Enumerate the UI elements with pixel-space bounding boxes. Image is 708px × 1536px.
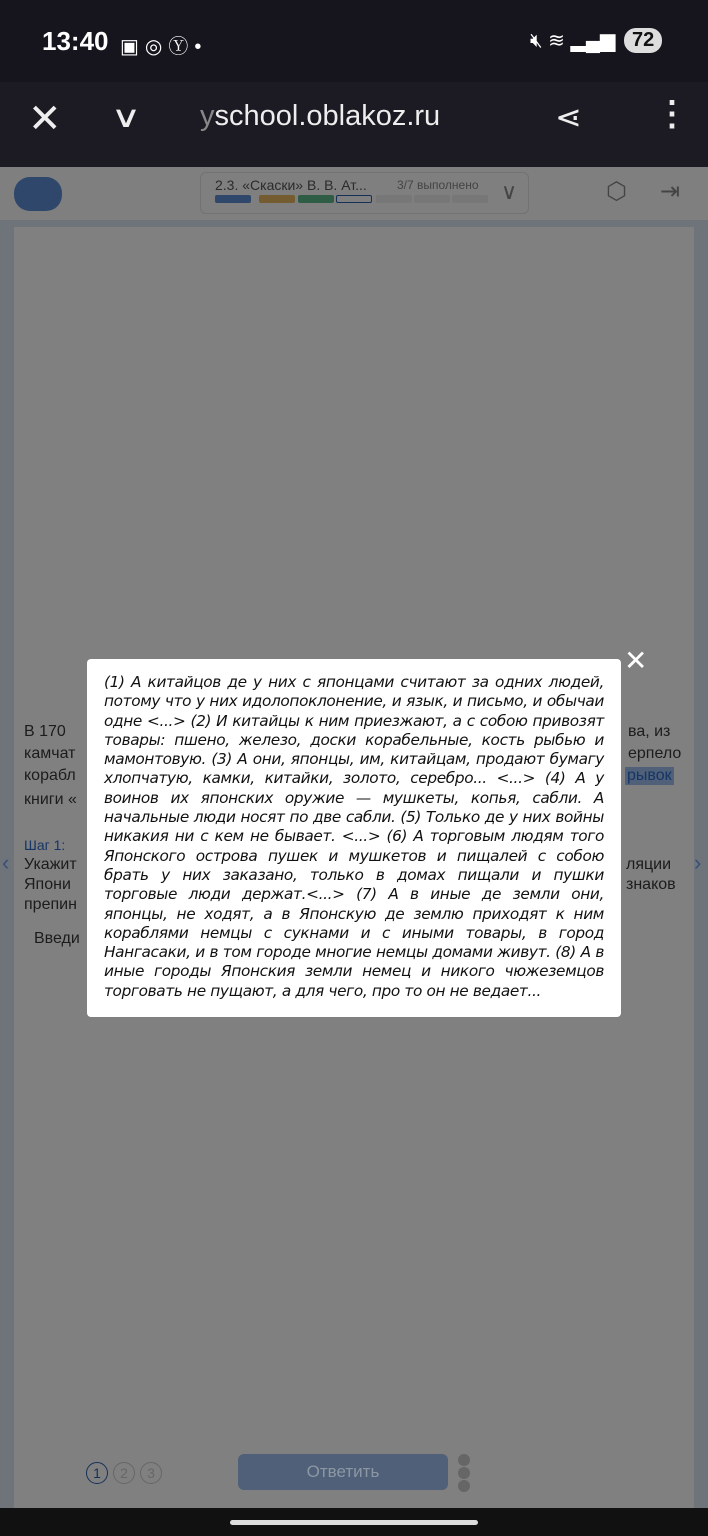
close-tab-icon[interactable]: ✕ (28, 97, 62, 141)
notification-icons: ▣◎Ⓨ• (120, 36, 208, 58)
task-text: В 170 (24, 723, 66, 740)
task-text: знаков (626, 876, 676, 893)
task-text: Укажит (24, 856, 77, 873)
task-selector[interactable] (200, 172, 529, 214)
home-handle[interactable] (230, 1520, 478, 1525)
url-prefix: y (200, 100, 215, 132)
progress-segment (215, 195, 251, 203)
chevron-down-icon[interactable]: ∨ (501, 179, 518, 204)
answer-input[interactable]: Введи (34, 930, 80, 947)
browser-toolbar (0, 82, 708, 167)
excerpt-text: (1) А китайцов де у них с японцами считают за одних людей, потому что у них идолопоклонение, и язык, и письмо, и обычаи одне <...> (2) И китайцы к ним приезжают, а с собою привозят товары: пшено, железо, доски корабельные, кость рыбью и мамонтовую. (3) А они, японцы, им, китайцам, продают бумагу хлопчатую, камки, китайки, золото, серебро... <...> (4) А у воинов их японских оружие — мушкеты, копья, сабли. А начальные люди носят по две сабли. (5) Только де у них войны никакия ни с кем не бывает. <...> (6) А торговым людям того Японского острова пушек и мушкетов и пищалей с собою брать у них заказано, только в домах пищали и пушки торговые люди держат.<...> (7) А в иные де земли они, японцы, не ходят, а в Японскую де землю приходят к ним кораблями немцы с сукнами и с иными товары, в город Нангасаки, и в том городе многие немцы домами живут. (8) А в иные городы Японския земли немец и никого чюжеземцов торговать не пущают, а для чего, про то он не ведает... (104, 673, 604, 1000)
progress-segment (452, 195, 488, 203)
task-text: книги « (24, 791, 77, 808)
progress-segment (336, 195, 372, 203)
url-field[interactable] (200, 100, 440, 133)
excerpt-modal (87, 659, 621, 1017)
exit-icon[interactable]: ⇥ (660, 178, 681, 205)
task-text: препин (24, 896, 77, 913)
gesture-bar (0, 1508, 708, 1536)
task-text: ляции (626, 856, 672, 873)
task-text: ва, из (628, 723, 671, 740)
task-text: Япони (24, 876, 71, 893)
battery-indicator: 72 (624, 28, 662, 53)
progress-segment (298, 195, 334, 203)
share-icon[interactable]: ⋖ (555, 99, 582, 135)
task-text: ерпело (628, 745, 682, 762)
task-progress: 3/7 выполнено (397, 178, 479, 192)
bottom-bar (0, 1437, 708, 1507)
task-text: камчат (24, 745, 76, 762)
step-label: Шаг 1: (24, 837, 66, 853)
more-icon[interactable] (458, 1454, 470, 1493)
progress-segment (376, 195, 412, 203)
more-options-icon[interactable]: ⋮ (655, 95, 689, 133)
report-icon[interactable]: ⬡ (606, 178, 627, 205)
clock: 13:40 (42, 26, 109, 56)
logo-icon[interactable] (14, 177, 62, 211)
prev-arrow-icon[interactable]: ‹ (2, 850, 10, 875)
step-2[interactable]: 2 (113, 1462, 135, 1484)
close-modal-icon[interactable]: ✕ (624, 645, 648, 676)
app-header (0, 167, 708, 220)
chevron-down-icon[interactable]: ∨ (110, 101, 142, 134)
mute-wifi-signal-icon: 🔇︎ ≋ ▂▄▆ (530, 30, 616, 52)
task-text: корабл (24, 767, 76, 784)
step-3[interactable]: 3 (140, 1462, 162, 1484)
progress-segment (259, 195, 295, 203)
excerpt-link[interactable]: рывок (627, 767, 672, 784)
next-arrow-icon[interactable]: › (694, 850, 702, 875)
status-bar (0, 0, 708, 82)
answer-button[interactable]: Ответить (238, 1454, 448, 1490)
task-title: 2.3. «Скаски» В. В. Ат... (215, 177, 367, 193)
step-1[interactable]: 1 (86, 1462, 108, 1484)
url-text: school.oblakoz.ru (214, 100, 441, 132)
progress-segment (414, 195, 450, 203)
